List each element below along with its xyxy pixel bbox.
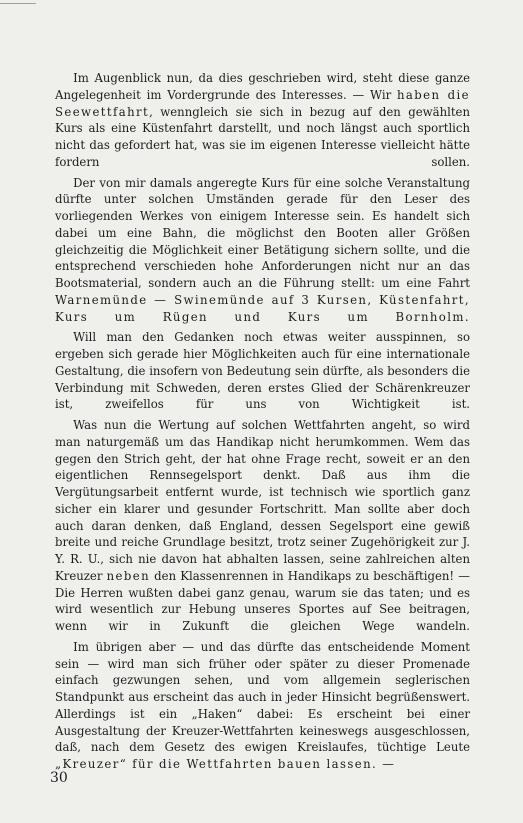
text-run: , wenngleich sie sich in bezug auf den gewählten Kurs als eine Küstenfahrt darstellt, und noch längst auch sportlich nicht das gefordert hat, was sie im eigenen Interesse vielleicht hätte fordern sollen.: [55, 104, 470, 169]
text-run: den Klassenrennen in Handikaps zu beschäftigen! — Die Herren wußten dabei ganz genau, warum sie das taten; und es wird wesentlich zur Hebung unseres Sportes auf See beitragen, wenn wir in Zukunft die gleichen Wege wandeln.: [55, 568, 470, 633]
body-text: [55, 70, 470, 777]
paragraph-2: [55, 175, 470, 330]
corner-mark: [0, 3, 36, 4]
text-run: Der von mir damals angeregte Kurs für eine solche Veranstaltung dürfte unter solchen Umständen gerade für den Leser des vorliegenden Werkes von einigem Interesse sein. Es handelt sich dabei um eine Bahn, die möglichst den Booten aller Größen gleichzeitig die Möglichkeit einer Betätigung sichern sollte, und die entsprechend verschieden hohe Anforderungen nicht nur an das Bootsmaterial, sondern auch an die Führung stellt: um eine Fahrt: [55, 175, 470, 290]
text-run: Im Augenblick nun, da dies geschrieben wird, steht diese ganze Angelegenheit im Vordergrunde des Interesses. — Wir: [55, 71, 470, 102]
text-run: Will man den Gedanken noch etwas weiter ausspinnen, so ergeben sich gerade hier Möglichkeiten auch für eine internationale Gestaltung, die insofern von Bedeutung sein dürfte, als besonders die Verbindung mit Schweden, deren erstes Glied der Schärenkreuzer ist, zweifellos für uns von Wichtigkeit ist.: [55, 330, 470, 412]
paragraph-5: [55, 639, 470, 777]
text-run: Im übrigen aber — und das dürfte das entscheidende Moment sein — wird man sich früher oder später zu dieser Promenade einfach gezwungen sehen, und vom allgemein seglerischen Standpunkt aus erscheint das auch in jeder Hinsicht begrüßenswert. Allerdings ist ein „Haken“ dabei: Es erscheint bei einer Ausgestaltung der Kreuzer-Wettfahrten keineswegs ausgeschlossen, daß, nach dem Gesetz des ewigen Kreislaufes, tüchtige Leute: [55, 639, 470, 755]
page-number: 30: [50, 770, 68, 786]
text-run-spaced: haben die Seewettfahrt: [55, 87, 470, 119]
text-run-spaced: „Kreuzer“ für die Wettfahrten bauen lassen. —: [55, 757, 396, 771]
text-run-spaced: Warnemünde — Swinemünde auf 3 Kursen, Küstenfahrt, Kurs um Rügen und Kurs um Bornholm.: [55, 292, 470, 324]
text-run: Was nun die Wertung auf solchen Wettfahrten angeht, so wird man naturgemäß um das Handikap nicht herumkommen. Wem das gegen den Strich geht, der hat ohne Frage recht, soweit er an den eigentlichen Rennsegelsport denkt. Daß aus ihm die Vergütungsarbeit entfernt wurde, ist technisch wie sportlich ganz sicher ein klarer und gesunder Fortschritt. Man sollte aber doch auch daran denken, daß England, dessen Segelsport eine gewiß breite und reiche Grundlage besitzt, trotz seiner Zugehörigkeit zur J. Y. R. U., sich nie davon hat abhalten lassen, seine zahlreichen alten Kreuzer: [55, 418, 470, 583]
paragraph-4: [55, 417, 470, 639]
paragraph-1: [55, 70, 470, 175]
paragraph-3: [55, 329, 470, 417]
text-run-spaced: neben: [106, 568, 150, 583]
